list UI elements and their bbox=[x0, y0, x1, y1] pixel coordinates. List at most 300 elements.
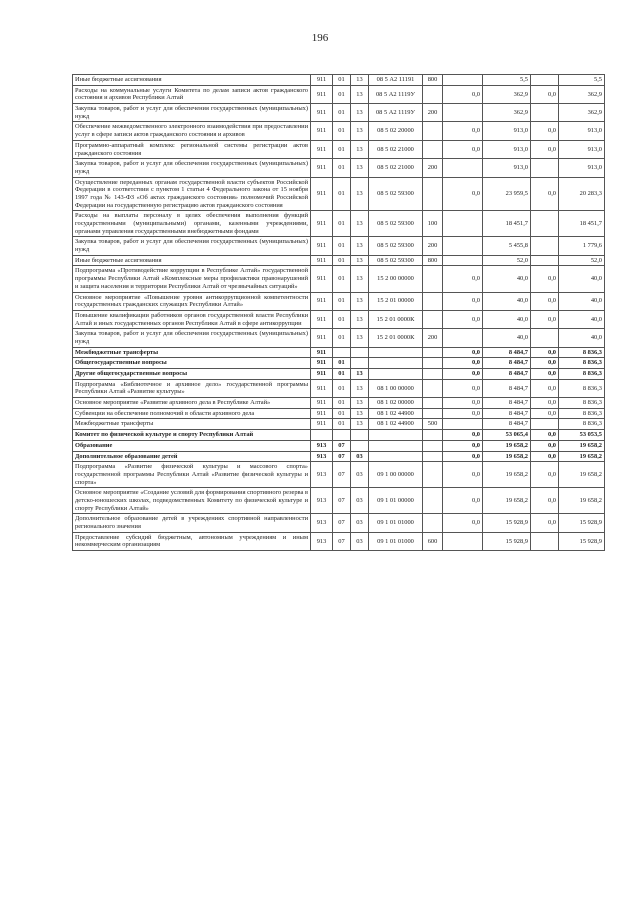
row-value-4: 913,0 bbox=[559, 140, 605, 158]
row-value-2: 19 658,2 bbox=[483, 488, 531, 514]
row-value-4: 15 928,9 bbox=[559, 532, 605, 550]
row-vr bbox=[423, 266, 443, 292]
row-pr: 13 bbox=[351, 85, 369, 103]
row-csr bbox=[369, 451, 423, 462]
row-value-1: 0,0 bbox=[443, 310, 483, 328]
row-csr bbox=[369, 358, 423, 369]
table-row bbox=[73, 440, 605, 451]
table-row bbox=[73, 398, 605, 409]
row-vr bbox=[423, 488, 443, 514]
row-name: Иные бюджетные ассигнования bbox=[73, 255, 311, 266]
table-row bbox=[73, 75, 605, 86]
row-value-2: 19 658,2 bbox=[483, 451, 531, 462]
row-value-2: 15 928,9 bbox=[483, 532, 531, 550]
row-rz: 01 bbox=[333, 104, 351, 122]
row-value-3 bbox=[531, 104, 559, 122]
row-value-3 bbox=[531, 211, 559, 237]
row-vr: 500 bbox=[423, 419, 443, 430]
row-pr: 13 bbox=[351, 369, 369, 380]
row-name: Комитет по физической культуре и спорту Республики Алтай bbox=[73, 430, 311, 441]
row-csr: 09 1 01 01000 bbox=[369, 514, 423, 532]
row-value-4: 18 451,7 bbox=[559, 211, 605, 237]
row-value-1 bbox=[443, 75, 483, 86]
row-value-4: 8 836,3 bbox=[559, 379, 605, 397]
table-row bbox=[73, 347, 605, 358]
row-name: Закупка товаров, работ и услуг для обеспечения государственных (муниципальных) нужд bbox=[73, 237, 311, 255]
row-name: Подпрограмма «Противодействие коррупции в Республике Алтай» государственной программы Республики Алтай «Комплексные меры профилактики правонарушений и защита населения и территории Республики Алтай от чрезвычайных ситуаций» bbox=[73, 266, 311, 292]
row-pr bbox=[351, 440, 369, 451]
table-row bbox=[73, 408, 605, 419]
row-name: Дополнительное образование детей bbox=[73, 451, 311, 462]
row-pr: 13 bbox=[351, 104, 369, 122]
row-value-3: 0,0 bbox=[531, 440, 559, 451]
table-row bbox=[73, 104, 605, 122]
row-value-1 bbox=[443, 532, 483, 550]
row-vr bbox=[423, 369, 443, 380]
row-value-2: 18 451,7 bbox=[483, 211, 531, 237]
row-csr: 08 5 02 59300 bbox=[369, 255, 423, 266]
row-pr: 13 bbox=[351, 140, 369, 158]
row-name: Подпрограмма «Библиотечное и архивное дело» государственной программы Республики Алтай «Развитие культуры» bbox=[73, 379, 311, 397]
row-value-2: 913,0 bbox=[483, 159, 531, 177]
table-row bbox=[73, 122, 605, 140]
row-rz: 01 bbox=[333, 75, 351, 86]
row-pr: 13 bbox=[351, 379, 369, 397]
row-vr bbox=[423, 430, 443, 441]
row-value-2: 8 484,7 bbox=[483, 347, 531, 358]
row-value-3: 0,0 bbox=[531, 451, 559, 462]
row-csr bbox=[369, 430, 423, 441]
row-value-2: 362,9 bbox=[483, 104, 531, 122]
row-rz: 01 bbox=[333, 211, 351, 237]
row-pr: 13 bbox=[351, 75, 369, 86]
row-value-4: 1 779,6 bbox=[559, 237, 605, 255]
row-pr: 13 bbox=[351, 419, 369, 430]
row-name: Основное мероприятие «Повышение уровня антикоррупционной компетентности государственных гражданских служащих Республики Алтай» bbox=[73, 292, 311, 310]
row-ved: 911 bbox=[311, 398, 333, 409]
row-value-3: 0,0 bbox=[531, 462, 559, 488]
row-value-1: 0,0 bbox=[443, 358, 483, 369]
row-value-2: 19 658,2 bbox=[483, 440, 531, 451]
row-vr bbox=[423, 514, 443, 532]
table-row bbox=[73, 177, 605, 211]
row-value-1 bbox=[443, 159, 483, 177]
row-value-2: 913,0 bbox=[483, 140, 531, 158]
row-csr: 15 2 01 00000 bbox=[369, 292, 423, 310]
table-row bbox=[73, 369, 605, 380]
row-vr bbox=[423, 379, 443, 397]
row-value-1: 0,0 bbox=[443, 398, 483, 409]
row-value-4: 40,0 bbox=[559, 310, 605, 328]
row-rz: 01 bbox=[333, 419, 351, 430]
row-value-1 bbox=[443, 237, 483, 255]
row-value-4: 5,5 bbox=[559, 75, 605, 86]
row-value-2: 5 455,8 bbox=[483, 237, 531, 255]
row-pr: 13 bbox=[351, 310, 369, 328]
row-csr: 08 1 02 44900 bbox=[369, 419, 423, 430]
row-value-1: 0,0 bbox=[443, 140, 483, 158]
row-value-3 bbox=[531, 237, 559, 255]
row-value-1: 0,0 bbox=[443, 488, 483, 514]
row-value-4: 913,0 bbox=[559, 159, 605, 177]
row-value-3: 0,0 bbox=[531, 408, 559, 419]
row-csr: 08 1 02 44900 bbox=[369, 408, 423, 419]
row-ved: 911 bbox=[311, 379, 333, 397]
row-rz: 01 bbox=[333, 159, 351, 177]
row-vr: 200 bbox=[423, 104, 443, 122]
row-value-1: 0,0 bbox=[443, 85, 483, 103]
row-vr bbox=[423, 347, 443, 358]
row-value-2: 40,0 bbox=[483, 266, 531, 292]
row-value-3: 0,0 bbox=[531, 347, 559, 358]
row-name: Осуществление переданных органам государственной власти субъектов Российской Федерации в соответствии с пунктом 1 статьи 4 Федерального закона от 15 ноября 1997 года № 143-ФЗ «Об актах гражданского состояния» полномочий Российской Федерации на государственную регистрацию актов гражданского состояния bbox=[73, 177, 311, 211]
table-row bbox=[73, 451, 605, 462]
row-value-3 bbox=[531, 159, 559, 177]
row-ved: 911 bbox=[311, 75, 333, 86]
row-value-2: 8 484,7 bbox=[483, 358, 531, 369]
row-rz: 01 bbox=[333, 237, 351, 255]
row-csr: 08 5 02 59300 bbox=[369, 237, 423, 255]
row-rz: 07 bbox=[333, 488, 351, 514]
row-ved: 913 bbox=[311, 488, 333, 514]
row-value-3: 0,0 bbox=[531, 310, 559, 328]
row-name: Другие общегосударственные вопросы bbox=[73, 369, 311, 380]
row-name: Закупка товаров, работ и услуг для обеспечения государственных (муниципальных) нужд bbox=[73, 329, 311, 347]
row-value-1: 0,0 bbox=[443, 369, 483, 380]
row-vr: 800 bbox=[423, 75, 443, 86]
row-rz: 07 bbox=[333, 514, 351, 532]
row-vr bbox=[423, 85, 443, 103]
row-value-2: 23 959,5 bbox=[483, 177, 531, 211]
row-rz: 01 bbox=[333, 85, 351, 103]
row-ved: 911 bbox=[311, 122, 333, 140]
page-number: 196 bbox=[311, 32, 329, 44]
row-name: Закупка товаров, работ и услуг для обеспечения государственных (муниципальных) нужд bbox=[73, 159, 311, 177]
table-row bbox=[73, 310, 605, 328]
table-row bbox=[73, 532, 605, 550]
row-pr bbox=[351, 347, 369, 358]
budget-rows bbox=[73, 75, 605, 551]
row-value-1: 0,0 bbox=[443, 122, 483, 140]
row-csr: 08 5 02 59300 bbox=[369, 177, 423, 211]
row-pr: 13 bbox=[351, 211, 369, 237]
row-value-3: 0,0 bbox=[531, 140, 559, 158]
row-value-2: 40,0 bbox=[483, 292, 531, 310]
row-vr bbox=[423, 451, 443, 462]
row-ved: 913 bbox=[311, 514, 333, 532]
row-value-3 bbox=[531, 419, 559, 430]
table-row bbox=[73, 329, 605, 347]
row-pr: 03 bbox=[351, 514, 369, 532]
row-csr: 08 5 А2 1119У bbox=[369, 85, 423, 103]
row-vr bbox=[423, 310, 443, 328]
row-value-1 bbox=[443, 211, 483, 237]
row-name: Образование bbox=[73, 440, 311, 451]
row-value-2: 15 928,9 bbox=[483, 514, 531, 532]
row-value-2: 40,0 bbox=[483, 310, 531, 328]
row-value-4: 40,0 bbox=[559, 329, 605, 347]
budget-table bbox=[72, 74, 605, 551]
table-row bbox=[73, 140, 605, 158]
row-ved: 913 bbox=[311, 462, 333, 488]
row-value-2: 40,0 bbox=[483, 329, 531, 347]
row-ved: 911 bbox=[311, 177, 333, 211]
row-ved: 911 bbox=[311, 237, 333, 255]
row-ved: 911 bbox=[311, 419, 333, 430]
row-ved: 911 bbox=[311, 292, 333, 310]
row-rz: 01 bbox=[333, 358, 351, 369]
table-row bbox=[73, 488, 605, 514]
row-csr: 08 5 02 20000 bbox=[369, 122, 423, 140]
row-rz: 01 bbox=[333, 177, 351, 211]
row-value-4: 19 658,2 bbox=[559, 488, 605, 514]
row-value-4: 20 283,3 bbox=[559, 177, 605, 211]
row-value-4: 8 836,3 bbox=[559, 398, 605, 409]
row-vr bbox=[423, 398, 443, 409]
row-value-4: 19 658,2 bbox=[559, 440, 605, 451]
row-rz: 01 bbox=[333, 292, 351, 310]
row-rz: 01 bbox=[333, 255, 351, 266]
row-pr: 13 bbox=[351, 408, 369, 419]
row-value-1: 0,0 bbox=[443, 379, 483, 397]
row-name: Расходы на коммунальные услуги Комитета по делам записи актов гражданского состояния и архивов Республики Алтай bbox=[73, 85, 311, 103]
row-value-4: 362,9 bbox=[559, 85, 605, 103]
row-csr bbox=[369, 440, 423, 451]
row-value-1: 0,0 bbox=[443, 451, 483, 462]
row-csr: 09 1 00 00000 bbox=[369, 462, 423, 488]
table-row bbox=[73, 159, 605, 177]
row-rz: 01 bbox=[333, 140, 351, 158]
row-rz bbox=[333, 347, 351, 358]
row-vr: 200 bbox=[423, 237, 443, 255]
row-value-3: 0,0 bbox=[531, 514, 559, 532]
row-csr: 15 2 00 00000 bbox=[369, 266, 423, 292]
row-ved: 911 bbox=[311, 104, 333, 122]
row-name: Основное мероприятие «Развитие архивного дела в Республике Алтай» bbox=[73, 398, 311, 409]
table-row bbox=[73, 266, 605, 292]
row-ved: 911 bbox=[311, 140, 333, 158]
row-name: Расходы на выплаты персоналу в целях обеспечения выполнения функций государственными (муниципальными) органами, казенными учреждениями, органами управления государственными внебюджетными фондами bbox=[73, 211, 311, 237]
row-value-4: 19 658,2 bbox=[559, 462, 605, 488]
row-vr: 200 bbox=[423, 159, 443, 177]
row-name: Дополнительное образование детей в учреждениях спортивной направленности регионального значения bbox=[73, 514, 311, 532]
row-vr bbox=[423, 140, 443, 158]
row-csr: 08 5 А2 11191 bbox=[369, 75, 423, 86]
table-row bbox=[73, 514, 605, 532]
row-vr: 100 bbox=[423, 211, 443, 237]
row-name: Межбюджетные трансферты bbox=[73, 347, 311, 358]
row-value-4: 40,0 bbox=[559, 266, 605, 292]
row-value-1 bbox=[443, 104, 483, 122]
row-rz: 01 bbox=[333, 369, 351, 380]
row-value-1 bbox=[443, 255, 483, 266]
row-ved: 911 bbox=[311, 347, 333, 358]
row-pr: 13 bbox=[351, 292, 369, 310]
row-rz: 01 bbox=[333, 310, 351, 328]
row-value-4: 8 836,3 bbox=[559, 408, 605, 419]
row-vr bbox=[423, 408, 443, 419]
row-pr: 03 bbox=[351, 451, 369, 462]
row-value-1: 0,0 bbox=[443, 440, 483, 451]
row-rz: 01 bbox=[333, 266, 351, 292]
table-row bbox=[73, 379, 605, 397]
row-rz: 01 bbox=[333, 122, 351, 140]
row-vr bbox=[423, 177, 443, 211]
row-value-3: 0,0 bbox=[531, 266, 559, 292]
table-row bbox=[73, 292, 605, 310]
row-value-1: 0,0 bbox=[443, 514, 483, 532]
table-row bbox=[73, 237, 605, 255]
row-value-1: 0,0 bbox=[443, 408, 483, 419]
row-vr bbox=[423, 440, 443, 451]
row-rz: 07 bbox=[333, 451, 351, 462]
row-csr: 08 5 А2 1119У bbox=[369, 104, 423, 122]
row-pr: 13 bbox=[351, 398, 369, 409]
row-vr bbox=[423, 122, 443, 140]
row-value-4: 52,0 bbox=[559, 255, 605, 266]
row-ved: 911 bbox=[311, 85, 333, 103]
row-value-4: 8 836,3 bbox=[559, 358, 605, 369]
row-value-3 bbox=[531, 329, 559, 347]
row-value-3: 0,0 bbox=[531, 488, 559, 514]
row-vr bbox=[423, 358, 443, 369]
row-value-2: 52,0 bbox=[483, 255, 531, 266]
row-csr: 08 1 02 00000 bbox=[369, 398, 423, 409]
row-value-2: 913,0 bbox=[483, 122, 531, 140]
row-ved: 911 bbox=[311, 329, 333, 347]
row-value-2: 8 484,7 bbox=[483, 369, 531, 380]
row-pr bbox=[351, 358, 369, 369]
row-pr: 13 bbox=[351, 329, 369, 347]
row-value-1 bbox=[443, 419, 483, 430]
row-value-3: 0,0 bbox=[531, 379, 559, 397]
row-value-3: 0,0 bbox=[531, 85, 559, 103]
row-value-2: 19 658,2 bbox=[483, 462, 531, 488]
row-rz: 01 bbox=[333, 408, 351, 419]
row-value-1: 0,0 bbox=[443, 177, 483, 211]
row-value-3 bbox=[531, 255, 559, 266]
row-value-1: 0,0 bbox=[443, 266, 483, 292]
table-row bbox=[73, 430, 605, 441]
row-vr: 600 bbox=[423, 532, 443, 550]
row-value-2: 53 065,4 bbox=[483, 430, 531, 441]
row-value-1: 0,0 bbox=[443, 430, 483, 441]
row-pr: 13 bbox=[351, 122, 369, 140]
row-rz bbox=[333, 430, 351, 441]
row-value-3: 0,0 bbox=[531, 369, 559, 380]
row-rz: 01 bbox=[333, 398, 351, 409]
row-value-3: 0,0 bbox=[531, 122, 559, 140]
row-pr: 13 bbox=[351, 255, 369, 266]
row-rz: 07 bbox=[333, 440, 351, 451]
row-pr: 03 bbox=[351, 532, 369, 550]
row-value-4: 913,0 bbox=[559, 122, 605, 140]
row-value-4: 362,9 bbox=[559, 104, 605, 122]
row-name: Программно-аппаратный комплекс региональной системы регистрации актов гражданского состояния bbox=[73, 140, 311, 158]
table-row bbox=[73, 462, 605, 488]
row-name: Основное мероприятие «Создание условий для формирования спортивного резерва в детско-юношеских школах, подведомственных Комитету по физической культуре и спорту Республики Алтай» bbox=[73, 488, 311, 514]
row-value-2: 8 484,7 bbox=[483, 408, 531, 419]
row-csr: 08 1 00 00000 bbox=[369, 379, 423, 397]
row-pr: 03 bbox=[351, 488, 369, 514]
row-value-1: 0,0 bbox=[443, 292, 483, 310]
row-ved: 913 bbox=[311, 451, 333, 462]
row-name: Подпрограмма «Развитие физической культуры и массового спорта» государственной программы Республики Алтай «Развитие физической культуры и спорта» bbox=[73, 462, 311, 488]
row-ved: 911 bbox=[311, 358, 333, 369]
row-ved: 911 bbox=[311, 408, 333, 419]
row-name: Обеспечение межведомственного электронного взаимодействия при предоставлении услуг в сфере записи актов гражданского состояния и архивов bbox=[73, 122, 311, 140]
row-name: Общегосударственные вопросы bbox=[73, 358, 311, 369]
row-value-1: 0,0 bbox=[443, 462, 483, 488]
row-pr: 03 bbox=[351, 462, 369, 488]
row-pr: 13 bbox=[351, 266, 369, 292]
row-value-4: 15 928,9 bbox=[559, 514, 605, 532]
row-vr: 800 bbox=[423, 255, 443, 266]
row-value-3: 0,0 bbox=[531, 358, 559, 369]
row-value-4: 8 836,3 bbox=[559, 369, 605, 380]
row-csr bbox=[369, 347, 423, 358]
row-ved: 913 bbox=[311, 440, 333, 451]
row-name: Повышение квалификации работников органов государственной власти Республики Алтай и иных государственных органов Республики Алтай в сфере антикоррупции bbox=[73, 310, 311, 328]
row-value-3 bbox=[531, 532, 559, 550]
row-value-3: 0,0 bbox=[531, 430, 559, 441]
row-value-3: 0,0 bbox=[531, 292, 559, 310]
row-value-2: 5,5 bbox=[483, 75, 531, 86]
row-ved: 911 bbox=[311, 159, 333, 177]
row-name: Субвенции на обеспечение полномочий в области архивного дела bbox=[73, 408, 311, 419]
table-row bbox=[73, 211, 605, 237]
row-rz: 01 bbox=[333, 329, 351, 347]
row-vr bbox=[423, 462, 443, 488]
table-row bbox=[73, 358, 605, 369]
row-name: Иные бюджетные ассигнования bbox=[73, 75, 311, 86]
row-value-1 bbox=[443, 329, 483, 347]
row-value-4: 19 658,2 bbox=[559, 451, 605, 462]
row-ved: 913 bbox=[311, 532, 333, 550]
row-value-3: 0,0 bbox=[531, 398, 559, 409]
row-ved bbox=[311, 430, 333, 441]
row-pr: 13 bbox=[351, 237, 369, 255]
row-name: Предоставление субсидий бюджетным, автономным учреждениям и иным некоммерческим организациям bbox=[73, 532, 311, 550]
row-name: Закупка товаров, работ и услуг для обеспечения государственных (муниципальных) нужд bbox=[73, 104, 311, 122]
row-value-2: 8 484,7 bbox=[483, 398, 531, 409]
row-value-4: 53 053,5 bbox=[559, 430, 605, 441]
table-row bbox=[73, 255, 605, 266]
row-rz: 01 bbox=[333, 379, 351, 397]
row-value-4: 40,0 bbox=[559, 292, 605, 310]
row-ved: 911 bbox=[311, 266, 333, 292]
table-row bbox=[73, 85, 605, 103]
row-value-3 bbox=[531, 75, 559, 86]
row-value-4: 8 836,3 bbox=[559, 347, 605, 358]
row-pr: 13 bbox=[351, 177, 369, 211]
row-csr: 09 1 01 01000 bbox=[369, 532, 423, 550]
row-csr: 15 2 01 0000К bbox=[369, 310, 423, 328]
row-pr: 13 bbox=[351, 159, 369, 177]
row-csr bbox=[369, 369, 423, 380]
row-csr: 15 2 01 0000К bbox=[369, 329, 423, 347]
row-value-1: 0,0 bbox=[443, 347, 483, 358]
row-vr: 200 bbox=[423, 329, 443, 347]
row-csr: 08 5 02 21000 bbox=[369, 159, 423, 177]
row-value-3: 0,0 bbox=[531, 177, 559, 211]
row-value-4: 8 836,3 bbox=[559, 419, 605, 430]
row-vr bbox=[423, 292, 443, 310]
row-ved: 911 bbox=[311, 211, 333, 237]
table-row bbox=[73, 419, 605, 430]
row-ved: 911 bbox=[311, 310, 333, 328]
row-ved: 911 bbox=[311, 255, 333, 266]
